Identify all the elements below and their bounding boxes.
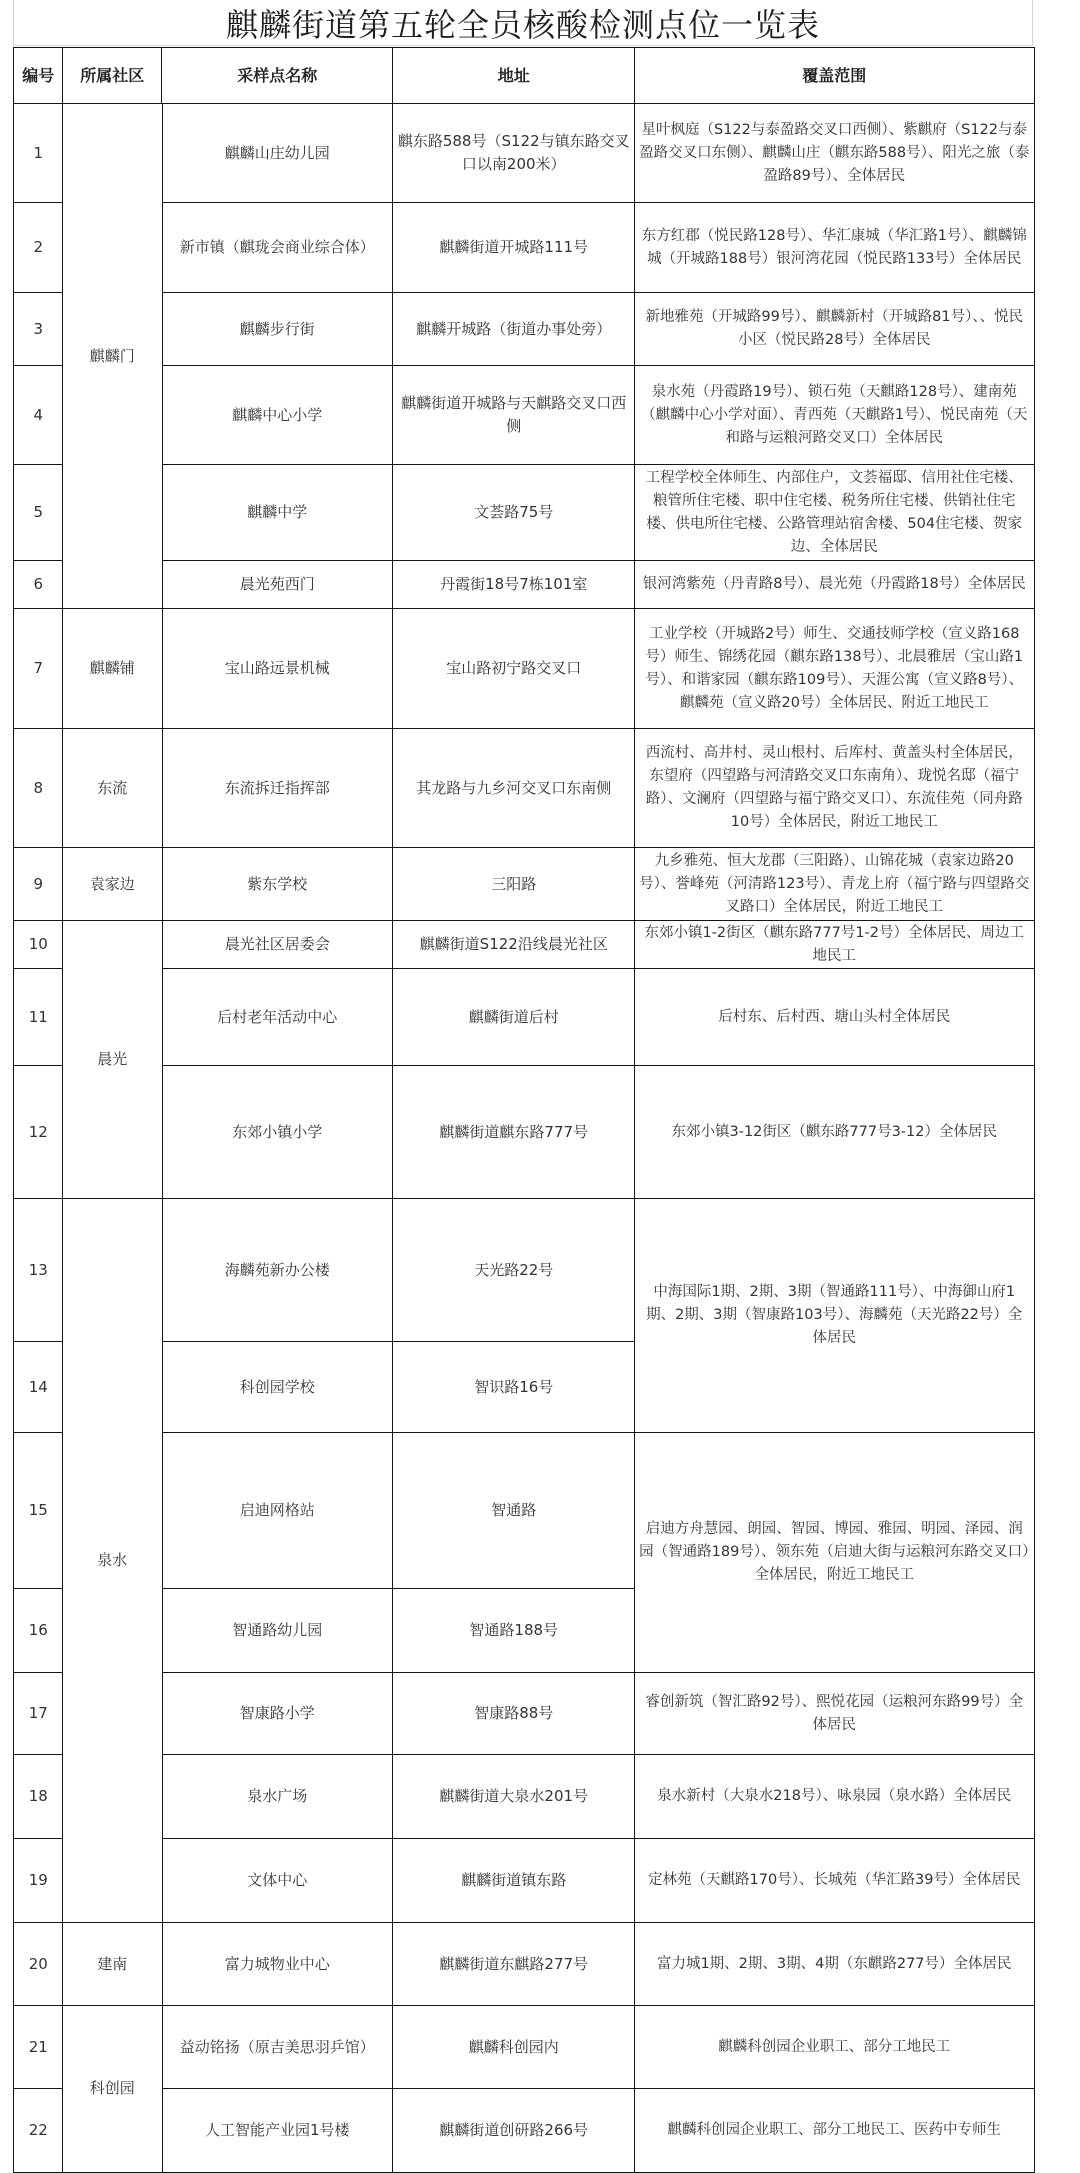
row-number-text: 7 [33, 659, 44, 678]
row-number [13, 2005, 64, 2090]
coverage-cell [634, 103, 1035, 204]
row-site-name-text: 科创园学校 [239, 1377, 315, 1396]
row-number-text: 12 [28, 1122, 48, 1141]
row-number [13, 847, 64, 922]
row-site-name [161, 920, 394, 970]
community-cell-text: 麒麟铺 [89, 659, 135, 678]
row-number-text: 15 [28, 1501, 48, 1520]
row-address-text: 麒麟街道镇东路 [461, 1871, 567, 1890]
row-number [13, 1922, 64, 2007]
row-site-name-text: 晨光社区居委会 [224, 935, 330, 954]
row-address [392, 464, 636, 562]
row-site-name-text: 东流拆迁指挥部 [224, 778, 330, 797]
row-address-text: 麒麟街道麒东路777号 [439, 1122, 589, 1141]
coverage-cell [634, 2088, 1035, 2173]
coverage-cell [634, 1922, 1035, 2007]
row-site-name [161, 608, 394, 730]
row-number [13, 1588, 64, 1674]
row-number [13, 1198, 64, 1343]
coverage-cell-text: 东郊小镇3-12街区（麒东路777号3-12）全体居民 [671, 1123, 997, 1140]
coverage-cell [634, 920, 1035, 970]
row-site-name [161, 2005, 394, 2090]
row-address-text: 智通路 [491, 1501, 537, 1520]
row-address-text: 智识路16号 [474, 1377, 554, 1396]
community-cell-text: 建南 [97, 1954, 128, 1973]
row-address [392, 1672, 636, 1756]
row-number [13, 1672, 64, 1756]
row-site-name-text: 启迪网格站 [239, 1501, 315, 1520]
community-cell [62, 2005, 163, 2173]
row-site-name-text: 麒麟中心小学 [232, 405, 323, 424]
row-number-text: 9 [33, 874, 44, 893]
coverage-cell-text: 泉水新村（大泉水218号）、咏泉园（泉水路）全体居民 [657, 1788, 1012, 1805]
community-cell [62, 103, 163, 610]
row-address [392, 560, 636, 610]
row-number [13, 202, 64, 294]
row-address [392, 2005, 636, 2090]
row-number [13, 1838, 64, 1924]
row-address-text: 麒麟街道创研路266号 [439, 2120, 589, 2139]
coverage-cell [634, 1198, 1035, 1434]
row-address-text: 麒麟科创园内 [468, 2037, 559, 2056]
coverage-cell-text: 工业学校（开城路2号）师生、交通技师学校（宣义路168号）师生、锦绣花园（麒东路138号）、北晨雅居（宝山路1号）、和谐家园（麒东路109号）、天涯公寓（宣义路8号）、麒麟苑（宣义路20号）全体居民、附近工地民工 [645, 625, 1024, 711]
row-address-text: 宝山路初宁路交叉口 [446, 659, 582, 678]
row-site-name-text: 宝山路远景机械 [224, 659, 330, 678]
row-address [392, 847, 636, 922]
row-address-text: 麒麟街道大泉水201号 [439, 1787, 589, 1806]
row-address [392, 292, 636, 367]
header-site-name [161, 47, 394, 105]
community-cell [62, 1198, 163, 1924]
row-site-name [161, 1198, 394, 1343]
row-address [392, 608, 636, 730]
coverage-cell [634, 1672, 1035, 1756]
row-site-name [161, 202, 394, 294]
coverage-cell [634, 1432, 1035, 1674]
row-address-text: 麒麟街道东麒路277号 [439, 1954, 589, 1973]
row-number-text: 8 [33, 778, 44, 797]
coverage-cell-text: 麒麟科创园企业职工、部分工地民工 [718, 2038, 951, 2055]
coverage-cell-text: 麒麟科创园企业职工、部分工地民工、医药中专师生 [667, 2121, 1001, 2138]
row-address [392, 202, 636, 294]
header-address [392, 47, 636, 105]
row-site-name [161, 728, 394, 849]
coverage-cell [634, 1754, 1035, 1840]
row-address [392, 1588, 636, 1674]
row-site-name-text: 富力城物业中心 [224, 1954, 330, 1973]
row-site-name-text: 新市镇（麒珑会商业综合体） [179, 238, 375, 257]
row-site-name [161, 103, 394, 204]
row-number-text: 19 [28, 1871, 48, 1890]
row-number [13, 560, 64, 610]
row-number-text: 13 [28, 1260, 48, 1279]
coverage-cell-text: 新地雅苑（开城路99号）、麒麟新村（开城路81号）、、悦民小区（悦民路28号）全体居民 [645, 309, 1024, 349]
row-number-text: 16 [28, 1621, 48, 1640]
row-number [13, 103, 64, 204]
header-number-text: 编号 [22, 66, 55, 86]
row-site-name-text: 智康路小学 [239, 1704, 315, 1723]
row-number [13, 1065, 64, 1200]
row-number-text: 14 [28, 1377, 48, 1396]
community-cell-text: 麒麟门 [89, 346, 135, 365]
community-cell-text: 袁家边 [89, 874, 135, 893]
row-number-text: 11 [28, 1007, 48, 1026]
row-site-name [161, 1341, 394, 1434]
row-site-name-text: 智通路幼儿园 [232, 1621, 323, 1640]
coverage-cell [634, 968, 1035, 1067]
row-number [13, 608, 64, 730]
coverage-cell-text: 启迪方舟慧园、朗园、智园、博园、雅园、明园、泽园、润园（智通路189号）、领东苑（启迪大街与运粮河东路交叉口）全体居民，附近工地民工 [639, 1521, 1030, 1584]
row-number-text: 17 [28, 1704, 48, 1723]
coverage-cell-text: 九乡雅苑、恒大龙郡（三阳路）、山锦花城（袁家边路20号）、誉峰苑（河清路123号）、青龙上府（福宁路与四望路交叉路口）全体居民，附近工地民工 [639, 852, 1030, 915]
coverage-cell-text: 西流村、高井村、灵山根村、后库村、黄盖头村全体居民，东望府（四望路与河清路交叉口东南角）、珑悦名邸（福宁路）、文澜府（四望路与福宁路交叉口）、东流佳苑（同舟路10号）全体居民，附近工地民工 [645, 745, 1023, 831]
coverage-cell [634, 1065, 1035, 1200]
coverage-cell-text: 后村东、后村西、塘山头村全体居民 [718, 1008, 951, 1025]
row-address-text: 三阳路 [491, 874, 537, 893]
row-number [13, 365, 64, 466]
community-cell-text: 泉水 [97, 1551, 128, 1570]
row-address [392, 1432, 636, 1590]
row-address-text: 麒麟街道S122沿线晨光社区 [419, 935, 608, 954]
row-site-name [161, 847, 394, 922]
community-cell [62, 847, 163, 922]
coverage-cell [634, 560, 1035, 610]
row-address [392, 103, 636, 204]
row-site-name-text: 东郊小镇小学 [232, 1122, 323, 1141]
row-site-name-text: 海麟苑新办公楼 [224, 1260, 330, 1279]
row-address-text: 文荟路75号 [474, 503, 554, 522]
coverage-cell-text: 中海国际1期、2期、3期（智通路111号）、中海御山府1期、2期、3期（智康路103号）、海麟苑（天光路22号）全体居民 [646, 1284, 1023, 1347]
row-number-text: 3 [33, 319, 44, 338]
coverage-cell [634, 202, 1035, 294]
coverage-cell [634, 847, 1035, 922]
coverage-cell-text: 东方红郡（悦民路128号）、华汇康城（华汇路1号）、麒麟锦城（开城路188号）银河湾花园（悦民路133号）全体居民 [641, 227, 1027, 267]
community-cell-text: 东流 [97, 778, 128, 797]
header-address-text: 地址 [497, 66, 530, 86]
coverage-cell-text: 银河湾紫苑（丹青路8号）、晨光苑（丹霞路18号）全体居民 [642, 576, 1026, 593]
row-site-name [161, 1922, 394, 2007]
row-address [392, 1838, 636, 1924]
coverage-cell-text: 睿创新筑（智汇路92号）、熙悦花园（运粮河东路99号）全体居民 [645, 1693, 1024, 1733]
row-address [392, 968, 636, 1067]
row-number [13, 1754, 64, 1840]
row-address [392, 1065, 636, 1200]
row-site-name [161, 464, 394, 562]
row-site-name-text: 晨光苑西门 [239, 575, 315, 594]
row-site-name [161, 1838, 394, 1924]
row-number-text: 6 [33, 575, 44, 594]
row-address [392, 365, 636, 466]
row-site-name-text: 人工智能产业园1号楼 [204, 2120, 350, 2139]
row-site-name [161, 2088, 394, 2173]
header-coverage [634, 47, 1035, 105]
row-address-text: 天光路22号 [474, 1260, 554, 1279]
community-cell-text: 晨光 [97, 1050, 128, 1069]
header-site-name-text: 采样点名称 [237, 66, 318, 86]
row-number [13, 920, 64, 970]
row-number-text: 20 [28, 1954, 48, 1973]
row-number [13, 1341, 64, 1434]
row-address-text: 麒麟开城路（街道办事处旁） [416, 319, 612, 338]
row-number-text: 5 [33, 503, 44, 522]
coverage-cell-text: 定林苑（天麒路170号）、长城苑（华汇路39号）全体居民 [648, 1872, 1021, 1889]
row-address-text: 麒麟街道开城路111号 [439, 238, 589, 257]
row-site-name-text: 后村老年活动中心 [217, 1007, 338, 1026]
row-address [392, 2088, 636, 2173]
row-site-name-text: 泉水广场 [247, 1787, 308, 1806]
coverage-cell [634, 2005, 1035, 2090]
row-address-text: 其龙路与九乡河交叉口东南侧 [416, 778, 612, 797]
row-number [13, 968, 64, 1067]
row-number-text: 21 [28, 2037, 48, 2056]
row-address-text: 麒麟街道开城路与天麒路交叉口西侧 [401, 394, 627, 436]
coverage-cell-text: 东郊小镇1-2街区（麒东路777号1-2号）全体居民、周边工地民工 [644, 924, 1025, 964]
row-number-text: 4 [33, 405, 44, 424]
row-number [13, 1432, 64, 1590]
coverage-cell-text: 富力城1期、2期、3期、4期（东麒路277号）全体居民 [656, 1955, 1012, 1972]
row-site-name [161, 292, 394, 367]
row-number [13, 2088, 64, 2173]
row-address-text: 智康路88号 [474, 1704, 554, 1723]
row-number [13, 292, 64, 367]
coverage-cell [634, 608, 1035, 730]
row-site-name [161, 968, 394, 1067]
coverage-cell [634, 292, 1035, 367]
row-number [13, 728, 64, 849]
row-number-text: 22 [28, 2120, 48, 2139]
row-number-text: 10 [28, 935, 48, 954]
row-site-name-text: 麒麟步行街 [239, 319, 315, 338]
header-community [62, 47, 163, 105]
row-address [392, 1198, 636, 1343]
row-site-name [161, 1754, 394, 1840]
coverage-cell-text: 星叶枫庭（S122与泰盈路交叉口西侧）、紫麒府（S122与泰盈路交叉口东侧）、麒麟山庄（麒东路588号）、阳光之旅（泰盈路89号）、全体居民 [639, 121, 1030, 184]
row-site-name [161, 1065, 394, 1200]
row-address-text: 丹霞街18号7栋101室 [440, 575, 588, 594]
row-number-text: 1 [33, 143, 44, 162]
row-address [392, 1922, 636, 2007]
header-number [13, 47, 64, 105]
row-site-name-text: 麒麟山庄幼儿园 [224, 143, 330, 162]
row-address [392, 1341, 636, 1434]
row-number-text: 18 [28, 1787, 48, 1806]
coverage-cell [634, 728, 1035, 849]
row-site-name [161, 1432, 394, 1590]
row-number-text: 2 [33, 238, 44, 257]
page-title: 麒麟街道第五轮全员核酸检测点位一览表 [225, 5, 820, 44]
community-cell [62, 608, 163, 730]
row-number [13, 464, 64, 562]
row-site-name [161, 1588, 394, 1674]
row-site-name-text: 紫东学校 [247, 874, 308, 893]
row-address [392, 920, 636, 970]
coverage-cell [634, 1838, 1035, 1924]
row-address [392, 1754, 636, 1840]
community-cell-text: 科创园 [89, 2079, 135, 2098]
coverage-cell-text: 工程学校全体师生、内部住户，文荟福邸、信用社住宅楼、粮管所住宅楼、职中住宅楼、税务所住宅楼、供销社住宅楼、供电所住宅楼、公路管理站宿舍楼、504住宅楼、贺家边、全体居民 [645, 469, 1023, 555]
header-community-text: 所属社区 [80, 66, 145, 86]
row-site-name [161, 560, 394, 610]
row-site-name [161, 1672, 394, 1756]
row-address-text: 麒麟街道后村 [468, 1007, 559, 1026]
community-cell [62, 920, 163, 1200]
coverage-cell [634, 365, 1035, 466]
row-address-text: 麒东路588号（S122与镇东路交叉口以南200米） [397, 132, 630, 174]
row-site-name-text: 麒麟中学 [247, 503, 308, 522]
row-site-name-text: 文体中心 [247, 1871, 308, 1890]
row-address [392, 728, 636, 849]
coverage-cell-text: 泉水苑（丹霞路19号）、锁石苑（天麒路128号）、建南苑（麒麟中心小学对面）、青西苑（天麒路1号）、悦民南苑（天和路与运粮河路交叉口）全体居民 [641, 383, 1028, 446]
coverage-cell [634, 464, 1035, 562]
header-coverage-text: 覆盖范围 [802, 66, 867, 86]
row-site-name [161, 365, 394, 466]
row-address-text: 智通路188号 [469, 1621, 559, 1640]
community-cell [62, 728, 163, 849]
community-cell [62, 1922, 163, 2007]
row-site-name-text: 益动铭扬（原吉美思羽乒馆） [179, 2037, 375, 2056]
